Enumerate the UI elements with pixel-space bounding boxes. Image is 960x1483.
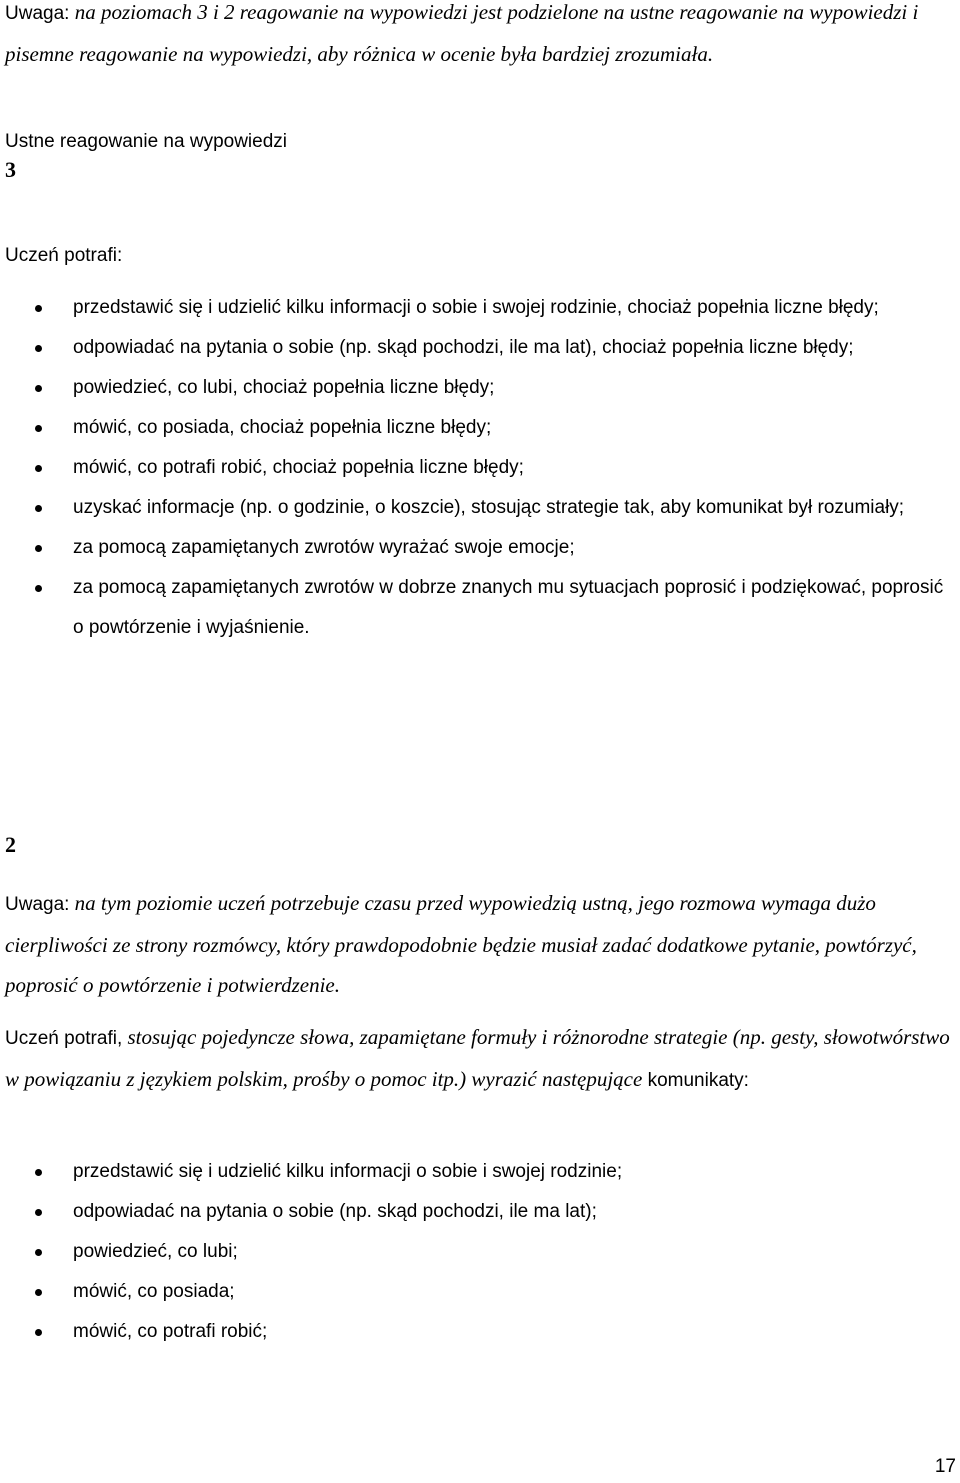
list-item-text: mówić, co posiada;	[73, 1281, 235, 1302]
level-3-label: Uczeń potrafi:	[5, 245, 123, 266]
list-item	[5, 528, 950, 568]
bullet-icon	[35, 1169, 42, 1176]
list-item-text: powiedzieć, co lubi, chociaż popełnia liczne błędy;	[73, 377, 495, 398]
bullet-icon	[35, 425, 42, 432]
list-item-text: odpowiadać na pytania o sobie (np. skąd pochodzi, ile ma lat);	[73, 1201, 597, 1222]
list-item	[5, 1232, 950, 1272]
list-item-text: przedstawić się i udzielić kilku informacji o sobie i swojej rodzinie, chociaż popełnia liczne błędy;	[73, 297, 879, 318]
list-item	[5, 408, 950, 448]
bullet-icon	[35, 585, 42, 592]
intro-note-prefix: Uwaga:	[5, 3, 75, 24]
page-number: 17	[934, 1456, 956, 1477]
list-item	[5, 568, 950, 648]
list-item	[5, 288, 950, 328]
level-3-number: 3	[5, 157, 16, 182]
level-2-paragraph-end: komunikaty:	[642, 1070, 749, 1091]
bullet-icon	[35, 1209, 42, 1216]
list-item-text: za pomocą zapamiętanych zwrotów wyrażać swoje emocje;	[73, 537, 575, 558]
list-item-text: mówić, co potrafi robić, chociaż popełnia liczne błędy;	[73, 457, 524, 478]
list-item	[5, 1312, 950, 1352]
list-item-text: za pomocą zapamiętanych zwrotów w dobrze znanych mu sytuacjach poprosić i podziękować, poprosić o powtórzenie i wyjaśnienie.	[73, 577, 944, 638]
list-item	[5, 1152, 950, 1192]
list-item	[5, 328, 950, 368]
level-2-paragraph-start: Uczeń potrafi,	[5, 1028, 128, 1049]
level-2-paragraph-italic: stosując pojedyncze słowa, zapamiętane formuły i różnorodne strategie (np. gesty, słowotwórstwo w powiązaniu z językiem polskim, prośby o pomoc itp.) wyrazić następujące	[5, 1025, 950, 1091]
bullet-icon	[35, 1249, 42, 1256]
list-item-text: mówić, co potrafi robić;	[73, 1321, 268, 1342]
level-2-note-text: na tym poziomie uczeń potrzebuje czasu przed wypowiedzią ustną, jego rozmowa wymaga dużo cierpliwości ze strony rozmówcy, który prawdopodobnie będzie musiał zadać dodatkowe pytanie, powtórzyć, poprosić o powtórzenie i potwierdzenie.	[5, 891, 917, 997]
level-2-number: 2	[5, 832, 16, 857]
level-3-skills-list	[5, 288, 950, 648]
list-item	[5, 368, 950, 408]
list-item-text: przedstawić się i udzielić kilku informacji o sobie i swojej rodzinie;	[73, 1161, 623, 1182]
intro-note	[5, 0, 950, 76]
bullet-icon	[35, 465, 42, 472]
list-item	[5, 488, 950, 528]
list-item-text: powiedzieć, co lubi;	[73, 1241, 238, 1262]
bullet-icon	[35, 505, 42, 512]
bullet-icon	[35, 305, 42, 312]
list-item-text: odpowiadać na pytania o sobie (np. skąd pochodzi, ile ma lat), chociaż popełnia liczne błędy;	[73, 337, 854, 358]
bullet-icon	[35, 545, 42, 552]
level-2-note	[5, 883, 950, 1005]
list-item	[5, 1272, 950, 1312]
level-2-note-prefix: Uwaga:	[5, 894, 70, 915]
list-item	[5, 1192, 950, 1232]
list-item-text: uzyskać informacje (np. o godzinie, o koszcie), stosując strategie tak, aby komunikat był rozumiały;	[73, 497, 905, 518]
list-item-text: mówić, co posiada, chociaż popełnia liczne błędy;	[73, 417, 492, 438]
level-2-skills-list	[5, 1152, 950, 1352]
bullet-icon	[35, 1289, 42, 1296]
intro-note-text: na poziomach 3 i 2 reagowanie na wypowiedzi jest podzielone na ustne reagowanie na wypowiedzi i pisemne reagowanie na wypowiedzi, aby różnica w ocenie była bardziej zrozumiała.	[5, 0, 919, 66]
bullet-icon	[35, 385, 42, 392]
list-item	[5, 448, 950, 488]
section-title: Ustne reagowanie na wypowiedzi	[5, 131, 287, 152]
level-2-intro-paragraph	[5, 1017, 950, 1101]
bullet-icon	[35, 345, 42, 352]
bullet-icon	[35, 1329, 42, 1336]
